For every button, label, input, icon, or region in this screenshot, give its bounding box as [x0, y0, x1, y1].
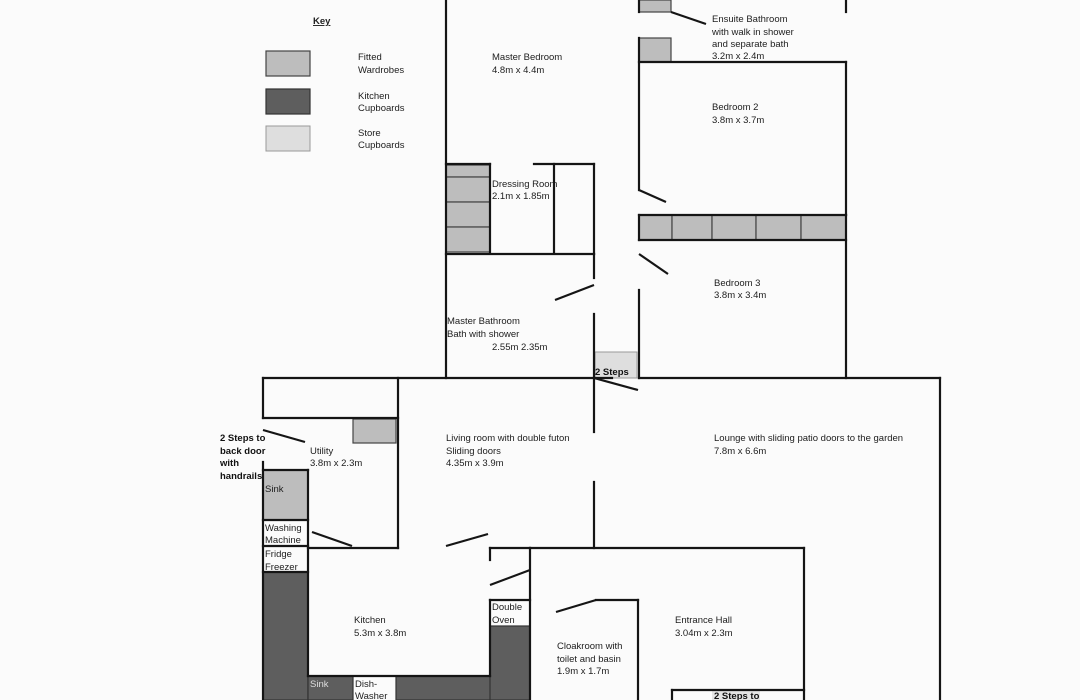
room-name: Master Bedroom: [492, 52, 563, 63]
fixture-label: Double: [492, 602, 523, 613]
room-size: 2.1m x 1.85m: [492, 191, 550, 202]
fixture-label: Washing: [265, 523, 302, 534]
door: [555, 285, 594, 300]
room-size: 3.8m x 3.4m: [714, 290, 767, 301]
kitchen-cupboard: [263, 572, 308, 700]
room-name: Utility: [310, 446, 334, 457]
room-size: 4.8m x 4.4m: [492, 65, 545, 76]
cupboards: [263, 0, 846, 700]
door: [594, 378, 638, 390]
fixture-label: Washer: [355, 691, 388, 700]
room-name: Lounge with sliding patio doors to the garden: [714, 433, 904, 444]
wardrobe: [639, 0, 671, 12]
room-name: Cloakroom with: [557, 641, 623, 652]
wardrobe: [446, 227, 490, 252]
room-name: with walk in shower: [712, 27, 794, 38]
door: [312, 532, 352, 546]
fixture-label: Dish-: [355, 679, 378, 690]
room-name: Dressing Room: [492, 179, 558, 190]
room-name: Kitchen: [354, 615, 386, 626]
room-size: 2.55m 2.35m: [492, 342, 548, 353]
room-name: Bedroom 2: [712, 102, 759, 113]
room-name: Bath with shower: [447, 329, 520, 340]
room-size: 5.3m x 3.8m: [354, 628, 407, 639]
wardrobe: [712, 215, 756, 240]
wardrobe: [446, 202, 490, 227]
key-label: Kitchen: [358, 91, 390, 102]
room-name: Master Bathroom: [447, 316, 520, 327]
key-swatch-store: [266, 126, 310, 151]
kitchen-cupboard: [490, 626, 530, 700]
room-name: Living room with double futon: [446, 433, 570, 444]
key-title: Key: [313, 16, 331, 27]
back-door-label: back door: [220, 446, 266, 457]
fixture-label: Sink: [265, 484, 284, 495]
fixture-label: Oven: [492, 615, 515, 626]
fixture-label: Machine: [265, 535, 301, 546]
key-label: Store: [358, 128, 381, 139]
steps-label: 2 Steps to: [714, 691, 760, 700]
back-door-label: handrails: [220, 471, 263, 482]
key-swatch-fitted: [266, 51, 310, 76]
door: [263, 430, 305, 442]
wardrobe: [353, 419, 396, 443]
room-size: 1.9m x 1.7m: [557, 666, 610, 677]
room-name: Entrance Hall: [675, 615, 733, 626]
door: [446, 534, 488, 546]
wardrobe: [446, 177, 490, 202]
room-name: Sliding doors: [446, 446, 501, 457]
key-swatch-kitchen: [266, 89, 310, 114]
room-size: 3.04m x 2.3m: [675, 628, 733, 639]
wardrobe: [639, 38, 671, 62]
door: [671, 12, 706, 24]
room-name: Bedroom 3: [714, 278, 761, 289]
key-label: Cupboards: [358, 103, 405, 114]
room-name: toilet and basin: [557, 654, 621, 665]
room-name: Ensuite Bathroom: [712, 14, 788, 25]
wardrobe: [801, 215, 846, 240]
wardrobe: [446, 165, 490, 177]
room-size: 3.8m x 3.7m: [712, 115, 765, 126]
back-door-label: with: [220, 458, 239, 469]
door: [639, 190, 666, 202]
fixture-label: Freezer: [265, 562, 298, 573]
door: [490, 570, 530, 585]
room-name: and separate bath: [712, 39, 789, 50]
wardrobe: [639, 215, 672, 240]
key-label: Fitted: [358, 52, 382, 63]
door: [556, 600, 596, 612]
room-size: 3.2m x 2.4m: [712, 51, 765, 62]
key-legend: [266, 16, 405, 151]
wardrobe: [672, 215, 712, 240]
fixture-label: Fridge: [265, 549, 292, 560]
room-size: 4.35m x 3.9m: [446, 458, 504, 469]
steps-label: 2 Steps: [595, 367, 629, 378]
room-size: 7.8m x 6.6m: [714, 446, 767, 457]
back-door-label: 2 Steps to: [220, 433, 266, 444]
fixture-label: Sink: [310, 679, 329, 690]
door: [639, 254, 668, 274]
sink-unit: [263, 470, 308, 520]
room-size: 3.8m x 2.3m: [310, 458, 363, 469]
wardrobe: [756, 215, 801, 240]
key-label: Cupboards: [358, 140, 405, 151]
key-label: Wardrobes: [358, 65, 405, 76]
